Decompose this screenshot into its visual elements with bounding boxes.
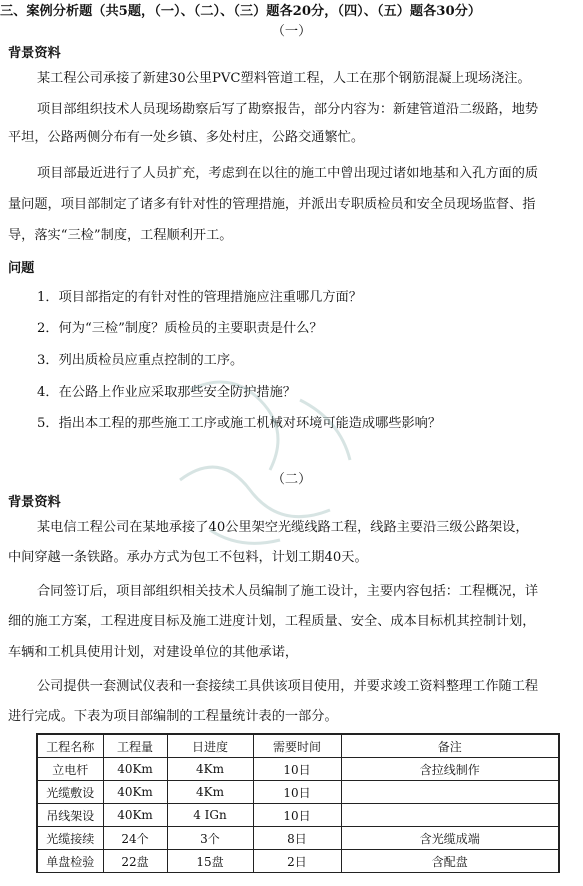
table-header-row [37, 734, 559, 758]
table-header-cell: 备注 [341, 734, 559, 758]
table-row [37, 850, 559, 873]
table-cell: 含光缆成端 [341, 827, 559, 850]
table-header-cell: 工程名称 [37, 734, 103, 758]
table-cell: 含拉线制作 [341, 758, 559, 781]
table-cell: 4Km [167, 758, 253, 781]
case1-paragraph: 量问题，项目部制定了诸多有针对性的管理措施，并派出专职质检员和安全员现场监督、指 [8, 197, 536, 212]
table-cell: 2日 [253, 850, 341, 873]
case1-paragraph: 导，落实“三检”制度，工程顺利开工。 [8, 228, 233, 243]
table-cell: 8日 [253, 827, 341, 850]
case2-paragraph: 车辆和工机具使用计划，对建设单位的其他承诺， [8, 645, 299, 660]
case2-background-heading: 背景资料 [8, 495, 61, 510]
table-cell: 立电杆 [37, 758, 103, 781]
question-item: 5．指出本工程的那些施工工序或施工机械对环境可能造成哪些影响？ [37, 416, 442, 431]
table-cell: 光缆接续 [37, 827, 103, 850]
table-header-cell: 需要时间 [253, 734, 341, 758]
case1-paragraph: 平坦，公路两侧分布有一处乡镇、多处村庄，公路交通繁忙。 [8, 130, 365, 145]
table-header-cell: 工程量 [103, 734, 167, 758]
case2-paragraph: 中间穿越一条铁路。承办方式为包工不包料，计划工期40天。 [8, 550, 368, 565]
question-item: 1．项目部指定的有针对性的管理措施应注重哪几方面？ [37, 290, 362, 305]
table-cell: 10日 [253, 781, 341, 804]
section-header: 三、案例分析题（共5题，（一）、（二）、（三）题各20分，（四）、（五）题各30分） [0, 4, 482, 19]
case2-paragraph: 合同签订后，项目部组织相关技术人员编制了施工设计，主要内容包括：工程概况，详 [37, 584, 539, 599]
question-item: 3．列出质检员应重点控制的工序。 [37, 353, 244, 368]
case2-paragraph: 细的施工方案，工程进度目标及施工进度计划，工程质量、安全、成本目标机其控制计划， [8, 614, 536, 629]
case2-number: （二） [271, 472, 312, 487]
table-row [37, 758, 559, 781]
case1-questions-heading: 问题 [8, 261, 35, 276]
case2-paragraph: 公司提供一套测试仪表和一套接续工具供该项目使用，并要求竣工资料整理工作随工程 [37, 679, 539, 694]
table-cell: 吊线架设 [37, 804, 103, 827]
table-cell: 4Km [167, 781, 253, 804]
table-cell: 光缆敷设 [37, 781, 103, 804]
table-cell: 10日 [253, 804, 341, 827]
case2-paragraph: 进行完成。下表为项目部编制的工程量统计表的一部分。 [8, 709, 338, 724]
table-cell: 10日 [253, 758, 341, 781]
table-cell: 22盘 [103, 850, 167, 873]
quantity-table [36, 733, 560, 873]
table-cell [341, 781, 559, 804]
table-cell: 含配盘 [341, 850, 559, 873]
table-cell: 24个 [103, 827, 167, 850]
case1-number: （一） [271, 24, 312, 39]
question-item: 4．在公路上作业应采取那些安全防护措施？ [37, 385, 296, 400]
table-cell: 4 IGn [167, 804, 253, 827]
table-cell: 40Km [103, 781, 167, 804]
table-cell: 3个 [167, 827, 253, 850]
table-cell: 单盘检验 [37, 850, 103, 873]
table-cell: 40Km [103, 758, 167, 781]
case1-paragraph: 项目部最近进行了人员扩充，考虑到在以往的施工中曾出现过诸如地基和入孔方面的质 [37, 166, 539, 181]
table-cell [341, 804, 559, 827]
case1-background-heading: 背景资料 [8, 46, 61, 61]
case1-paragraph: 某工程公司承接了新建30公里PVC塑料管道工程，人工在那个钢筋混凝上现场浇注。 [37, 71, 531, 86]
question-item: 2．何为“三检”制度？质检员的主要职责是什么？ [37, 321, 323, 336]
table-row [37, 804, 559, 827]
table-row [37, 827, 559, 850]
table-row [37, 781, 559, 804]
case2-paragraph: 某电信工程公司在某地承接了40公里架空光缆线路工程，线路主要沿三级公路架设， [37, 520, 529, 535]
table-header-cell: 日进度 [167, 734, 253, 758]
case1-paragraph: 项目部组织技术人员现场勘察后写了勘察报告，部分内容为：新建管道沿二级路，地势 [37, 102, 539, 117]
table-cell: 40Km [103, 804, 167, 827]
table-cell: 15盘 [167, 850, 253, 873]
